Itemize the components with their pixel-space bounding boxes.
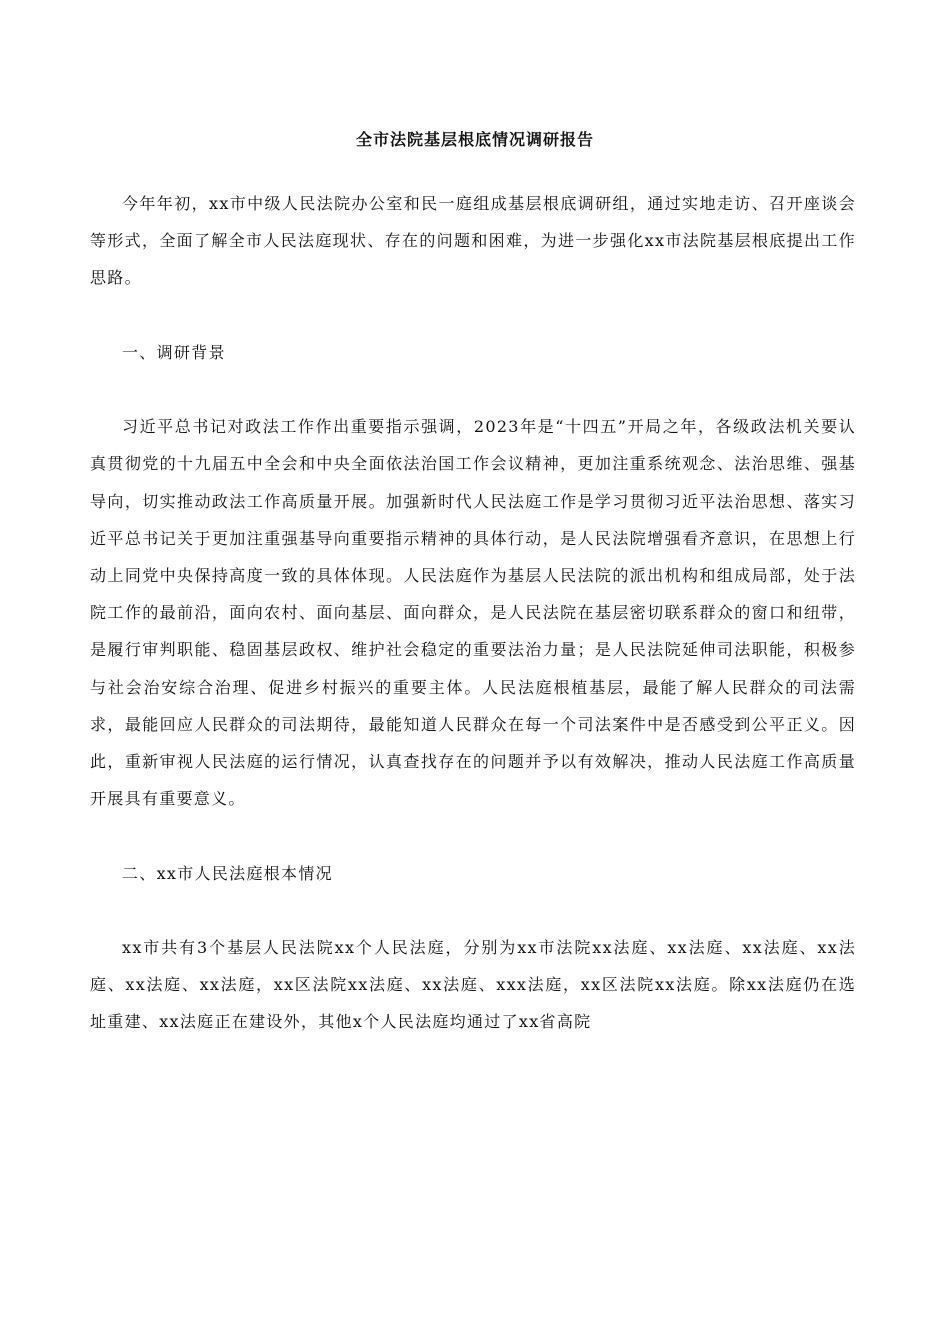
basic-situation-paragraph: xx市共有3个基层人民法院xx个人民法庭，分别为xx市法院xx法庭、xx法庭、xx法庭、xx法庭、xx法庭、xx法庭，xx区法院xx法庭、xx法庭、xxx法庭，xx区法院xx法庭。除xx法庭仍在选址重建、xx法庭正在建设外，其他x个人民法庭均通过了xx省高院 (90, 938, 856, 1032)
section-heading-basic-situation: 二、xx市人民法庭根本情况 (122, 863, 333, 883)
background-paragraph: 习近平总书记对政法工作作出重要指示强调，2023年是“十四五”开局之年，各级政法机关要认真贯彻党的十九届五中全会和中央全面依法治国工作会议精神，更加注重系统观念、法治思维、强基导向，切实推动政法工作高质量开展。加强新时代人民法庭工作是学习贯彻习近平法治思想、落实习近平总书记关于更加注重强基导向重要指示精神的具体行动，是人民法院增强看齐意识，在思想上行动上同党中央保持高度一致的具体体现。人民法庭作为基层人民法院的派出机构和组成局部，处于法院工作的最前沿，面向农村、面向基层、面向群众，是人民法院在基层密切联系群众的窗口和纽带，是履行审判职能、稳固基层政权、维护社会稳定的重要法治力量；是人民法院延伸司法职能，积极参与社会治安综合治理、促进乡村振兴的重要主体。人民法庭根植基层，最能了解人民群众的司法需求，最能回应人民群众的司法期待，最能知道人民群众在每一个司法案件中是否感受到公平正义。因此，重新审视人民法庭的运行情况，认真查找存在的问题并予以有效解决，推动人民法庭工作高质量开展具有重要意义。 (90, 417, 856, 809)
document-title: 全市法院基层根底情况调研报告 (355, 130, 594, 149)
document-body (90, 185, 856, 1041)
section-heading-background: 一、调研背景 (122, 342, 226, 362)
intro-paragraph: 今年年初，xx市中级人民法院办公室和民一庭组成基层根底调研组，通过实地走访、召开座谈会等形式，全面了解全市人民法庭现状、存在的问题和困难，为进一步强化xx市法院基层根底提出工作思路。 (90, 194, 856, 288)
